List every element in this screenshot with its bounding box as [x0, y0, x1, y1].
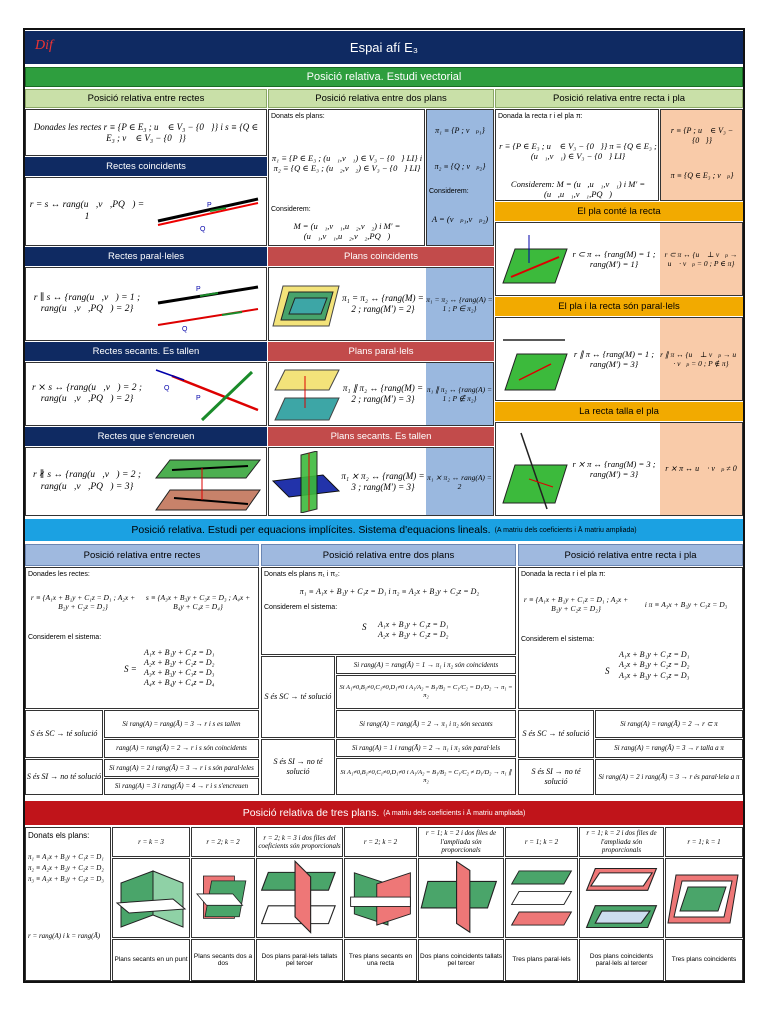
- three-case-condition: r = 1; k = 1: [665, 827, 743, 857]
- imp-lp-eq3: A₃x + B₃y + C₃z = D₃: [619, 670, 690, 680]
- vec-lp-case1-side: r ⊂ π ↔ {u⃗ ⊥ v⃗ₚ → u⃗ · v⃗ₚ = 0 ; P ∈ π}: [660, 223, 742, 295]
- vec-planes-side-p1: π₁ ≡ {P ; v⃗ₚ₁}: [435, 126, 485, 136]
- vec-planes-side-A: A = (v⃗ₚ₁,v⃗ₚ₂): [431, 213, 489, 224]
- vec-lines-case2: [25, 267, 267, 341]
- vec-lines-case4-formula: r ∦ s ↔ {rang(u⃗,v⃗) = 2 ; rang(u⃗,v⃗,PQ⃗) = 3}: [32, 470, 142, 492]
- three-case-caption: Plans secants en un punt: [112, 939, 190, 981]
- imp-lines-sc-label: S és SC → té solució: [25, 710, 103, 758]
- three-planes-diagram: [257, 859, 342, 937]
- three-case-figure: [418, 858, 504, 938]
- vec-lines-given: Donades les rectes r ≡ {P ∈ E₃ ; u⃗ ∈ V₃ − {0⃗}} i s ≡ {Q ∈ E₃ ; v⃗ ∈ V₃ − {0⃗}}: [25, 109, 267, 156]
- line-in-plane-figure: [499, 229, 569, 291]
- vec-lp-side-pi: π ≡ {Q ∈ E₃ ; v⃗ₚ}: [670, 171, 734, 181]
- imp-lp-sc-label: S és SC → té solució: [518, 710, 594, 758]
- imp-planes-eq2: A₂x + B₂y + C₂z = D₂: [378, 630, 449, 640]
- three-case-condition: r = 1; k = 2: [505, 827, 578, 857]
- three-case-caption: Tres plans secants en una recta: [344, 939, 417, 981]
- three-planes-list: [28, 852, 104, 886]
- imp-planes-S-label: S: [362, 622, 367, 632]
- section-three-planes-title: [25, 801, 743, 825]
- three-plane3: π₃ ≡ A₃x + B₃y + C₃z = D₃: [28, 875, 104, 884]
- vec-planes-case1-title: Plans coincidents: [268, 247, 494, 266]
- vec-planes-side-box: [426, 109, 494, 246]
- imp-lp-si-row1: Si rang(A) = 2 i rang(Ā) = 3 → r és paral·lela a π: [595, 759, 743, 795]
- vec-lp-header: Posició relativa entre recta i pla: [495, 89, 743, 108]
- three-ranks: r = rang(A) i k = rang(Ā): [28, 932, 101, 940]
- three-plane2: π₂ ≡ A₂x + B₂y + C₂z = D₂: [28, 864, 104, 873]
- three-case-caption: Dos plans paral·lels tallats pel tercer: [256, 939, 343, 981]
- three-case-figure: [191, 858, 255, 938]
- imp-lines-sc-row2: rang(A) = rang(Ā) = 2 → r i s són coincidents: [104, 739, 259, 758]
- vec-lp-case1-formula: r ⊂ π ↔ {rang(M) = 1 ; rang(M′) = 1}: [572, 248, 656, 269]
- vec-planes-consider: M = (u⃗₁,v⃗₁,u⃗₂,v⃗₂) i M′ = (u⃗₁,v⃗₁,u⃗₂,v⃗₂,PQ⃗): [293, 220, 401, 241]
- secant-planes-figure: [271, 451, 341, 513]
- vec-planes-side-consider: Considerem:: [429, 188, 469, 195]
- imp-lines-eq2: A₂x + B₂y + C₂z = D₂: [144, 658, 215, 667]
- imp-planes-equations: π₁ ≡ A₁x + B₁y + C₁z = D₁ i π₂ ≡ A₂x + B₂y + C₂z = D₂: [299, 587, 480, 597]
- vec-lines-case2-title: Rectes paral·leles: [25, 247, 267, 266]
- three-case-figure: [579, 858, 664, 938]
- three-planes-diagram: [345, 859, 416, 937]
- implicit-title-note: (A matriu dels coeficients i Ā matriu ampliada): [494, 526, 637, 534]
- imp-lp-header: Posició relativa entre recta i pla: [518, 544, 743, 566]
- three-planes-diagram: [113, 859, 189, 937]
- svg-text:P: P: [207, 202, 212, 209]
- imp-lines-si-row2: Si rang(A) = 3 i rang(Ā) = 4 → r i s s'encreuen: [104, 778, 259, 795]
- vec-lp-case2-side: r ∥ π ↔ {u⃗ ⊥ v⃗ₚ → u⃗ · v⃗ₚ = 0 ; P ∉ π}: [660, 318, 742, 400]
- three-title-note: (A matriu dels coeficients i Ā matriu ampliada): [383, 809, 526, 817]
- svg-text:Q: Q: [164, 385, 170, 392]
- vec-lp-given-label: Donada la recta r i el pla π:: [498, 113, 583, 120]
- vec-lp-case3-title: La recta talla el pla: [495, 402, 743, 421]
- imp-lines-eq1: A₁x + B₁y + C₁z = D₁: [144, 648, 215, 657]
- vec-planes-given-label: Donats els plans:: [271, 113, 325, 120]
- imp-lp-eq2: A₂x + B₂y + C₂z = D₂: [619, 660, 690, 670]
- vec-planes-case1-formula: π₁ = π₂ ↔ {rang(M) = 2 ; rang(M′) = 2}: [342, 293, 424, 314]
- three-planes-diagram: [192, 859, 254, 937]
- three-case-caption: Plans secants dos a dos: [191, 939, 255, 981]
- vec-planes-case3-formula: π₁ ⨯ π₂ ↔ {rang(M) = 3 ; rang(M′) = 3}: [341, 470, 425, 492]
- vec-planes-case1: [268, 267, 494, 341]
- vec-planes-case3-side: π₁ ⨯ π₂ ↔ rang(A) = 2: [426, 448, 493, 515]
- coincident-lines-figure: [152, 181, 264, 243]
- secant-lines-figure: [152, 366, 264, 424]
- vec-lp-side-box: [660, 109, 743, 201]
- imp-lines-box: [25, 567, 259, 709]
- imp-planes-si-row1: Si rang(A) = 1 i rang(Ā) = 2 → π₁ i π₂ són paral·lels: [336, 739, 516, 757]
- imp-planes-sc-row2: Si A₁≠0,B₁≠0,C₁≠0,D₁≠0 i A₁/A₂ = B₁/B₂ = C₁/C₂ = D₁/D₂ → π₁ = π₂: [336, 675, 516, 709]
- vec-planes-header: Posició relativa entre dos plans: [268, 89, 494, 108]
- imp-lines-eq4: A₄x + B₄y + C₄z = D₄: [144, 678, 215, 687]
- vec-lp-case2-formula: r ∥ π ↔ {rang(M) = 1 ; rang(M′) = 3}: [573, 348, 655, 369]
- vec-lp-case1: [495, 222, 743, 296]
- imp-lp-system-label: Considerem el sistema:: [521, 636, 595, 643]
- three-plane1: π₁ ≡ A₁x + B₁y + C₁z = D₁: [28, 853, 104, 861]
- vec-lines-case3-formula: r ⨯ s ↔ {rang(u⃗,v⃗) = 2 ; rang(u⃗,v⃗,PQ⃗) = 2}: [32, 382, 142, 404]
- vec-lines-case4: [25, 447, 267, 516]
- vec-lp-case1-title: El pla conté la recta: [495, 202, 743, 221]
- imp-lines-header: Posició relativa entre rectes: [25, 544, 259, 566]
- line-cuts-plane-figure: [499, 429, 569, 511]
- vec-planes-side-p2: π₂ ≡ {Q ; v⃗ₚ₂}: [434, 162, 486, 172]
- imp-lines-eq3: A₃x + B₃y + C₃z = D₃: [144, 668, 215, 677]
- imp-lp-system: [619, 650, 689, 681]
- vec-planes-consider-label: Considerem:: [271, 206, 311, 213]
- imp-lp-pi: i π ≡ A₃x + B₃y + C₃z = D₃: [644, 599, 728, 609]
- section-implicit-title: [25, 519, 743, 541]
- imp-lp-box: [518, 567, 743, 709]
- imp-lines-s: s ≡ {A₃x + B₃y + C₃z = D₃ ; A₄x + B₄y + C₄z = D₄}: [145, 593, 251, 611]
- vec-lp-case2: [495, 317, 743, 401]
- vec-lp-consider: Considerem: M = (u⃗,u⃗₁,v⃗₁) i M′ = (u⃗,u⃗₁,v⃗₁,PQ⃗): [510, 178, 646, 199]
- vec-lp-case3-side: r ⨯ π ↔ u⃗ · v⃗ₚ ≠ 0: [660, 423, 742, 515]
- svg-text:Q: Q: [200, 226, 206, 233]
- svg-text:P: P: [196, 286, 201, 293]
- imp-lines-S-label: S =: [124, 664, 137, 674]
- vec-lines-case1: [25, 177, 267, 246]
- vec-lines-case3: [25, 362, 267, 426]
- implicit-title-text: Posició relativa. Estudi per equacions implícites. Sistema d'equacions lineals.: [131, 524, 491, 536]
- vec-planes-case3: [268, 447, 494, 516]
- imp-planes-sc-row1: Si rang(A) = rang(Ā) = 1 → π₁ i π₂ són coincidents: [336, 656, 516, 674]
- imp-lines-si-label: S és SI → no té solució: [25, 759, 103, 795]
- vec-planes-case2-side: π₁ ∥ π₂ ↔ {rang(A) = 1 ; P ∉ π₂}: [426, 363, 493, 425]
- three-planes-diagram: [580, 859, 663, 937]
- section-vectorial-title: Posició relativa. Estudi vectorial: [25, 67, 743, 87]
- vec-lines-case1-formula: r = s ↔ rang(u⃗,v⃗,PQ⃗) = 1: [29, 200, 145, 222]
- vec-planes-case2: [268, 362, 494, 426]
- svg-text:Q: Q: [182, 326, 188, 333]
- imp-planes-si-row2: Si A₁≠0,B₁≠0,C₁≠0,D₁≠0 i A₁/A₂ = B₁/B₂ = C₁/C₂ ≠ D₁/D₂ → π₁ ∥ π₂: [336, 758, 516, 795]
- imp-lp-r: r ≡ {A₁x + B₁y + C₁z = D₁ ; A₂x + B₂y + C₂z = D₂}: [523, 595, 629, 613]
- three-case-caption: Dos plans coincidents tallats pel tercer: [418, 939, 504, 981]
- vec-planes-given: π₁ ≡ {P ∈ E₃ ; (u⃗₁,v⃗₁) ∈ V₃ − {0⃗} LI} i π₂ ≡ {Q ∈ E₃ ; (u⃗₂,v⃗₂) ∈ V₃ − {0⃗} LI}: [271, 152, 423, 173]
- vec-lp-side-r: r ≡ {P ; u⃗ ∈ V₃ − {0⃗}}: [670, 126, 734, 145]
- imp-lines-given-label: Donades les rectes:: [28, 571, 90, 578]
- imp-lines-system: [144, 648, 214, 688]
- parallel-planes-figure: [271, 366, 341, 424]
- three-case-figure: [112, 858, 190, 938]
- three-title-text: Posició relativa de tres plans.: [242, 807, 380, 819]
- three-case-condition: r = 2; k = 2: [344, 827, 417, 857]
- imp-planes-sc-row3: Si rang(A) = rang(Ā) = 2 → π₁ i π₂ són secants: [336, 710, 516, 738]
- line-parallel-plane-figure: [499, 324, 569, 396]
- three-case-condition: r = 2; k = 2: [191, 827, 255, 857]
- vec-lp-case3-formula: r ⨯ π ↔ {rang(M) = 3 ; rang(M′) = 3}: [572, 458, 656, 479]
- imp-lp-sc-row2: Si rang(A) = rang(Ā) = 3 → r talla a π: [595, 739, 743, 758]
- three-case-condition: r = 2; k = 3 i dos files del coeficients són proporcionals: [256, 827, 343, 857]
- logo: Dif: [35, 38, 53, 53]
- imp-lines-si-row1: Si rang(A) = 2 i rang(Ā) = 3 → r i s són paral·leles: [104, 759, 259, 777]
- imp-lp-sc-row1: Si rang(A) = rang(Ā) = 2 → r ⊂ π: [595, 710, 743, 738]
- vec-lines-header: Posició relativa entre rectes: [25, 89, 267, 108]
- imp-planes-eq1: A₁x + B₁y + C₁z = D₁: [378, 620, 449, 629]
- svg-text:P: P: [196, 395, 201, 402]
- imp-planes-header: Posició relativa entre dos plans: [261, 544, 516, 566]
- imp-planes-system: [378, 620, 448, 641]
- three-case-caption: Tres plans paral·lels: [505, 939, 578, 981]
- three-given-label: Donats els plans:: [28, 831, 90, 840]
- three-planes-diagram: [506, 859, 577, 937]
- three-case-condition: r = 1; k = 2 i dos files de l'ampliada són proporcionals: [418, 827, 504, 857]
- imp-lines-sc-row1: Si rang(A) = rang(Ā) = 3 → r i s es tallen: [104, 710, 259, 738]
- vec-lines-case2-formula: r ∥ s ↔ {rang(u⃗,v⃗) = 1 ; rang(u⃗,v⃗,PQ⃗) = 2}: [33, 292, 141, 314]
- three-case-condition: r = 1; k = 2 i dos files de l'ampliada són proporcionals: [579, 827, 664, 857]
- three-case-condition: r = k = 3: [112, 827, 190, 857]
- imp-planes-given-label: Donats els plans π₁ i π₂:: [264, 571, 340, 578]
- three-planes-diagram: [666, 859, 742, 937]
- vec-planes-case3-title: Plans secants. Es tallen: [268, 427, 494, 446]
- vec-lp-case3: [495, 422, 743, 516]
- three-case-caption: Dos plans coincidents paral·lels al tercer: [579, 939, 664, 981]
- vec-planes-case2-formula: π₁ ∥ π₂ ↔ {rang(M) = 2 ; rang(M′) = 3}: [342, 383, 424, 404]
- three-case-figure: [665, 858, 743, 938]
- three-case-figure: [256, 858, 343, 938]
- vec-lines-case1-title: Rectes coincidents: [25, 157, 267, 176]
- three-case-figure: [344, 858, 417, 938]
- imp-planes-system-label: Considerem el sistema:: [264, 604, 338, 611]
- title-bar: [25, 31, 743, 64]
- imp-lp-si-label: S és SI → no té solució: [518, 759, 594, 795]
- three-given-box: [25, 827, 111, 981]
- imp-lp-S-label: S: [605, 666, 610, 676]
- vec-lines-case4-title: Rectes que s'encreuen: [25, 427, 267, 446]
- imp-planes-si-label: S és SI → no té solució: [261, 739, 335, 795]
- imp-lp-given-label: Donada la recta r i el pla π:: [521, 571, 606, 578]
- skew-lines-figure: [152, 452, 264, 514]
- vec-lines-case3-title: Rectes secants. Es tallen: [25, 342, 267, 361]
- parallel-lines-figure: [152, 273, 264, 337]
- three-case-figure: [505, 858, 578, 938]
- three-case-caption: Tres plans coincidents: [665, 939, 743, 981]
- vec-planes-case2-title: Plans paral·lels: [268, 342, 494, 361]
- three-planes-diagram: [419, 859, 503, 937]
- vec-planes-case1-side: π₁ = π₂ ↔ {rang(A) = 1 ; P ∈ π₂}: [426, 268, 493, 340]
- imp-lp-eq1: A₁x + B₁y + C₁z = D₁: [619, 650, 690, 659]
- page-title: Espai afí E₃: [349, 40, 419, 55]
- vec-lp-given-box: [495, 109, 659, 201]
- vec-lp-case2-title: El pla i la recta són paral·lels: [495, 297, 743, 316]
- imp-planes-box: [261, 567, 516, 655]
- vec-planes-given-box: [268, 109, 425, 246]
- imp-lines-r: r ≡ {A₁x + B₁y + C₁z = D₁ ; A₂x + B₂y + C₂z = D₂}: [30, 593, 136, 611]
- imp-planes-sc-label: S és SC → té solució: [261, 656, 335, 738]
- imp-lines-system-label: Considerem el sistema:: [28, 634, 102, 641]
- vec-lp-given: r ≡ {P ∈ E₃ ; u⃗ ∈ V₃ − {0⃗}} π ≡ {Q ∈ E₃ ; (u⃗₁,v⃗₁) ∈ V₃ − {0⃗} LI}: [499, 140, 657, 161]
- coincident-planes-figure: [271, 274, 341, 334]
